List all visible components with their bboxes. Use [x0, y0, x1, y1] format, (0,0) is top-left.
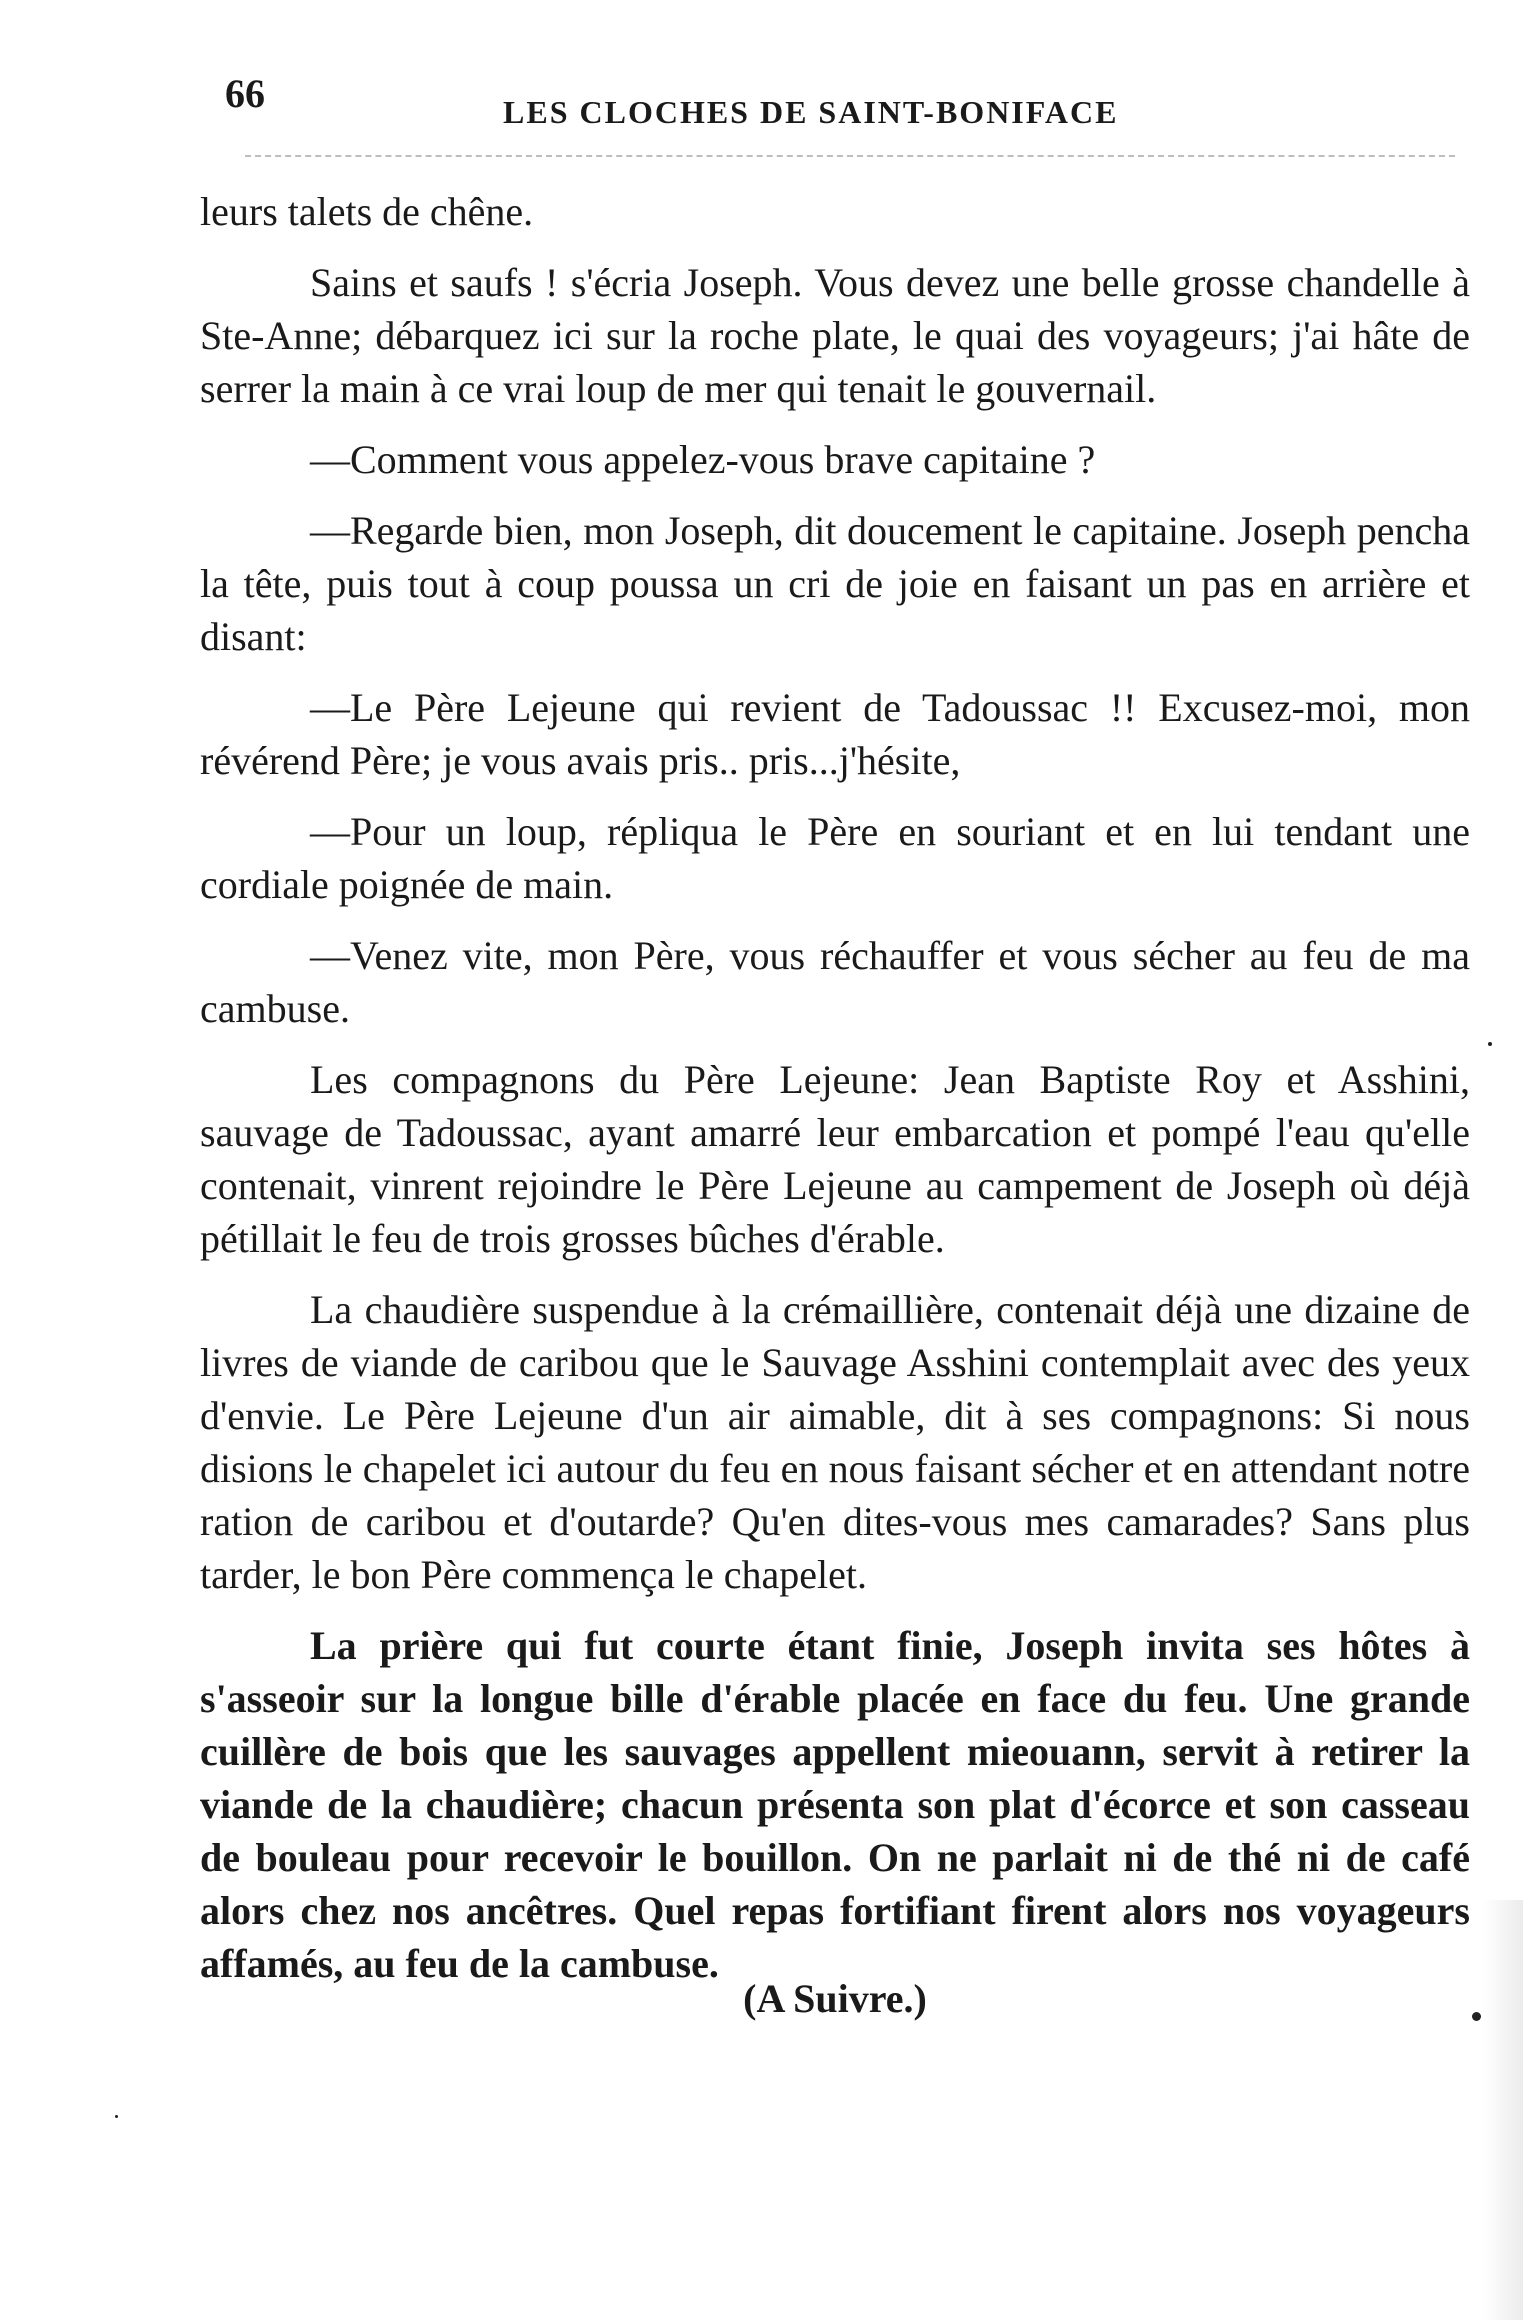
paragraph-1: leurs talets de chêne.: [200, 189, 534, 234]
to-be-continued: (A Suivre.): [743, 1976, 927, 2021]
running-title: LES CLOCHES DE SAINT-BONIFACE: [503, 94, 1119, 130]
body-text: [200, 185, 1470, 2008]
ink-speck: [115, 2115, 118, 2118]
ink-speck: [1488, 1042, 1492, 1046]
paragraph-3: —Comment vous appelez-vous brave capitaine ?: [310, 437, 1096, 482]
paragraph-10: La prière qui fut courte étant finie, Joseph invita ses hôtes à s'asseoir sur la longue bille d'érable placée en face du feu. Une grande cuillère de bois que les sauvages appellent mieouann, servit à retirer la viande de la chaudière; chacun présenta son plat d'écorce et son casseau de bouleau pour recevoir le bouillon. On ne parlait ni de thé ni de café alors chez nos ancêtres. Quel repas fortifiant firent alors nos voyageurs affamés, au feu de la cambuse.: [200, 1623, 1470, 1986]
ink-speck: [1472, 2012, 1481, 2021]
page-number: 66: [225, 71, 265, 116]
header-rule: [245, 155, 1455, 157]
paragraph-6: —Pour un loup, répliqua le Père en souriant et en lui tendant une cordiale poignée de main.: [200, 809, 1470, 907]
paragraph-7: —Venez vite, mon Père, vous réchauffer et vous sécher au feu de ma cambuse.: [200, 933, 1470, 1031]
paragraph-4: —Regarde bien, mon Joseph, dit doucement le capitaine. Joseph pencha la tête, puis tout à coup poussa un cri de joie en faisant un pas en arrière et disant:: [200, 508, 1470, 659]
paragraph-5: —Le Père Lejeune qui revient de Tadoussac !! Excusez-moi, mon révérend Père; je vous avais pris.. pris...j'hésite,: [200, 685, 1470, 783]
paragraph-8: Les compagnons du Père Lejeune: Jean Baptiste Roy et Asshini, sauvage de Tadoussac, ayant amarré leur embarcation et pompé l'eau qu'elle contenait, vinrent rejoindre le Père Lejeune au campement de Joseph où déjà pétillait le feu de trois grosses bûches d'érable.: [200, 1057, 1470, 1261]
paragraph-9: La chaudière suspendue à la crémaillière, contenait déjà une dizaine de livres de viande de caribou que le Sauvage Asshini contemplait avec des yeux d'envie. Le Père Lejeune d'un air aimable, dit à ses compagnons: Si nous disions le chapelet ici autour du feu en nous faisant sécher et en attendant notre ration de caribou et d'outarde? Qu'en dites-vous mes camarades? Sans plus tarder, le bon Père commença le chapelet.: [200, 1287, 1470, 1597]
paragraph-2: Sains et saufs ! s'écria Joseph. Vous devez une belle grosse chandelle à Ste-Anne; débarquez ici sur la roche plate, le quai des voyageurs; j'ai hâte de serrer la main à ce vrai loup de mer qui tenait le gouvernail.: [200, 260, 1470, 411]
page-header: [225, 70, 1495, 140]
page-edge-shadow: [1483, 1900, 1523, 2320]
